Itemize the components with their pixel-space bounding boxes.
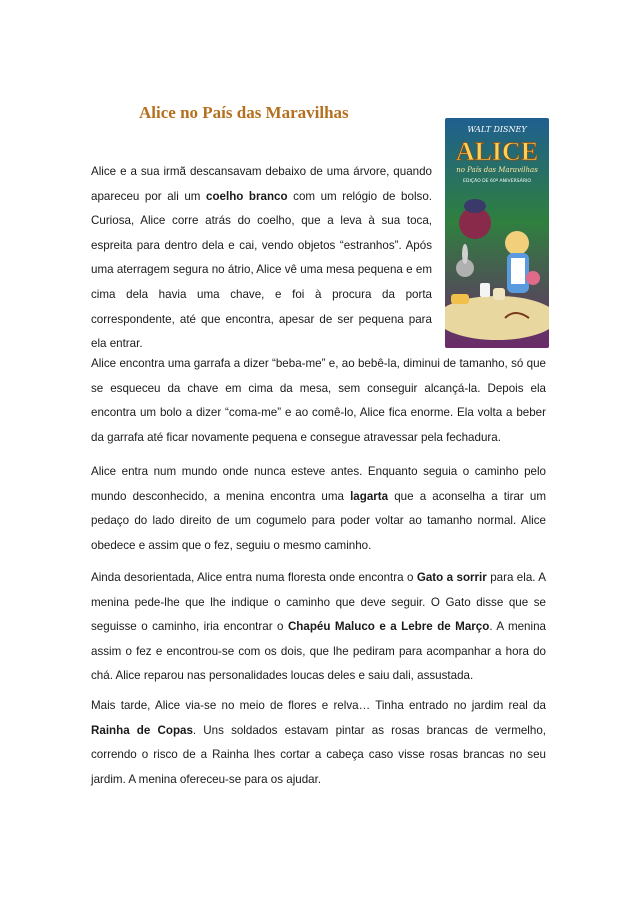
movie-cover-image: [445, 118, 549, 348]
paragraph: [91, 566, 546, 689]
text-span: com um relógio de bolso. Curiosa, Alice corre atrás do coelho, que a leva à sua toca, espreita para dentro dela e cai, vendo objetos “estranhos”. Após uma aterragem segura no átrio, Alice vê uma mesa pequena e em cima dela havia uma chave, e foi à procura da porta correspondente, até que encontra, apesar de ser pequena para ela entrar.: [91, 189, 432, 351]
text-span: . Uns soldados estavam pintar as rosas brancas de vermelho, correndo o risco de a Rainha lhes cortar a cabeça caso visse rosas brancas no seu jardim. A menina ofereceu-se para os ajudar.: [91, 723, 546, 786]
text-span: . A menina assim o fez e encontrou-se com os dois, que lhe pediram para acompanhar a hora do chá. Alice reparou nas personalidades loucas deles e saiu dali, assustada.: [91, 620, 546, 683]
page-title: Alice no País das Maravilhas: [139, 103, 349, 122]
text-span: Ainda desorientada, Alice entra numa floresta onde encontra o: [91, 571, 417, 584]
cover-title: ALICE: [455, 137, 539, 166]
bold-term: lagarta: [350, 489, 389, 503]
bold-term: Rainha de Copas: [91, 723, 193, 737]
paragraph: [91, 694, 546, 792]
bold-term: Chapéu Maluco e a Lebre de Março: [287, 620, 490, 634]
bold-term: coelho branco: [206, 189, 288, 203]
text-span: Alice entra num mundo onde nunca esteve antes. Enquanto seguia o caminho pelo mundo desconhecido, a menina encontra uma: [91, 465, 546, 503]
paragraph: [91, 160, 432, 357]
paragraph: [91, 352, 546, 450]
bold-term: Gato a sorrir: [416, 571, 487, 584]
text-span: Alice encontra uma garrafa a dizer “beba-me” e, ao bebê-la, diminui de tamanho, só que se esqueceu da chave em cima da mesa, sem conseguir alcançá-la. Depois ela encontra um bolo a dizer “coma-me” e ao comê-lo, Alice fica enorme. Ela volta a beber da garrafa até ficar novamente pequena e consegue atravessar pela fechadura.: [91, 357, 546, 444]
text-span: Mais tarde, Alice via-se no meio de flores e relva… Tinha entrado no jardim real da: [91, 699, 546, 712]
cover-edition: EDIÇÃO DE 60º ANIVERSÁRIO: [463, 179, 531, 184]
paragraph: [91, 460, 546, 558]
cover-brand: WALT DISNEY: [467, 125, 527, 134]
text-span: para ela. A menina pede-lhe que lhe indique o caminho que deve seguir. O Gato disse que se seguisse o caminho, iria encontrar o: [91, 571, 546, 634]
text-span: Alice e a sua irmã descansavam debaixo de uma árvore, quando apareceu por ali um: [91, 165, 432, 203]
text-span: que a aconselha a tirar um pedaço do lado direito de um cogumelo para poder voltar ao tamanho normal. Alice obedece e assim que o fez, seguiu o mesmo caminho.: [91, 489, 546, 552]
cover-subtitle: no País das Maravilhas: [456, 166, 538, 174]
